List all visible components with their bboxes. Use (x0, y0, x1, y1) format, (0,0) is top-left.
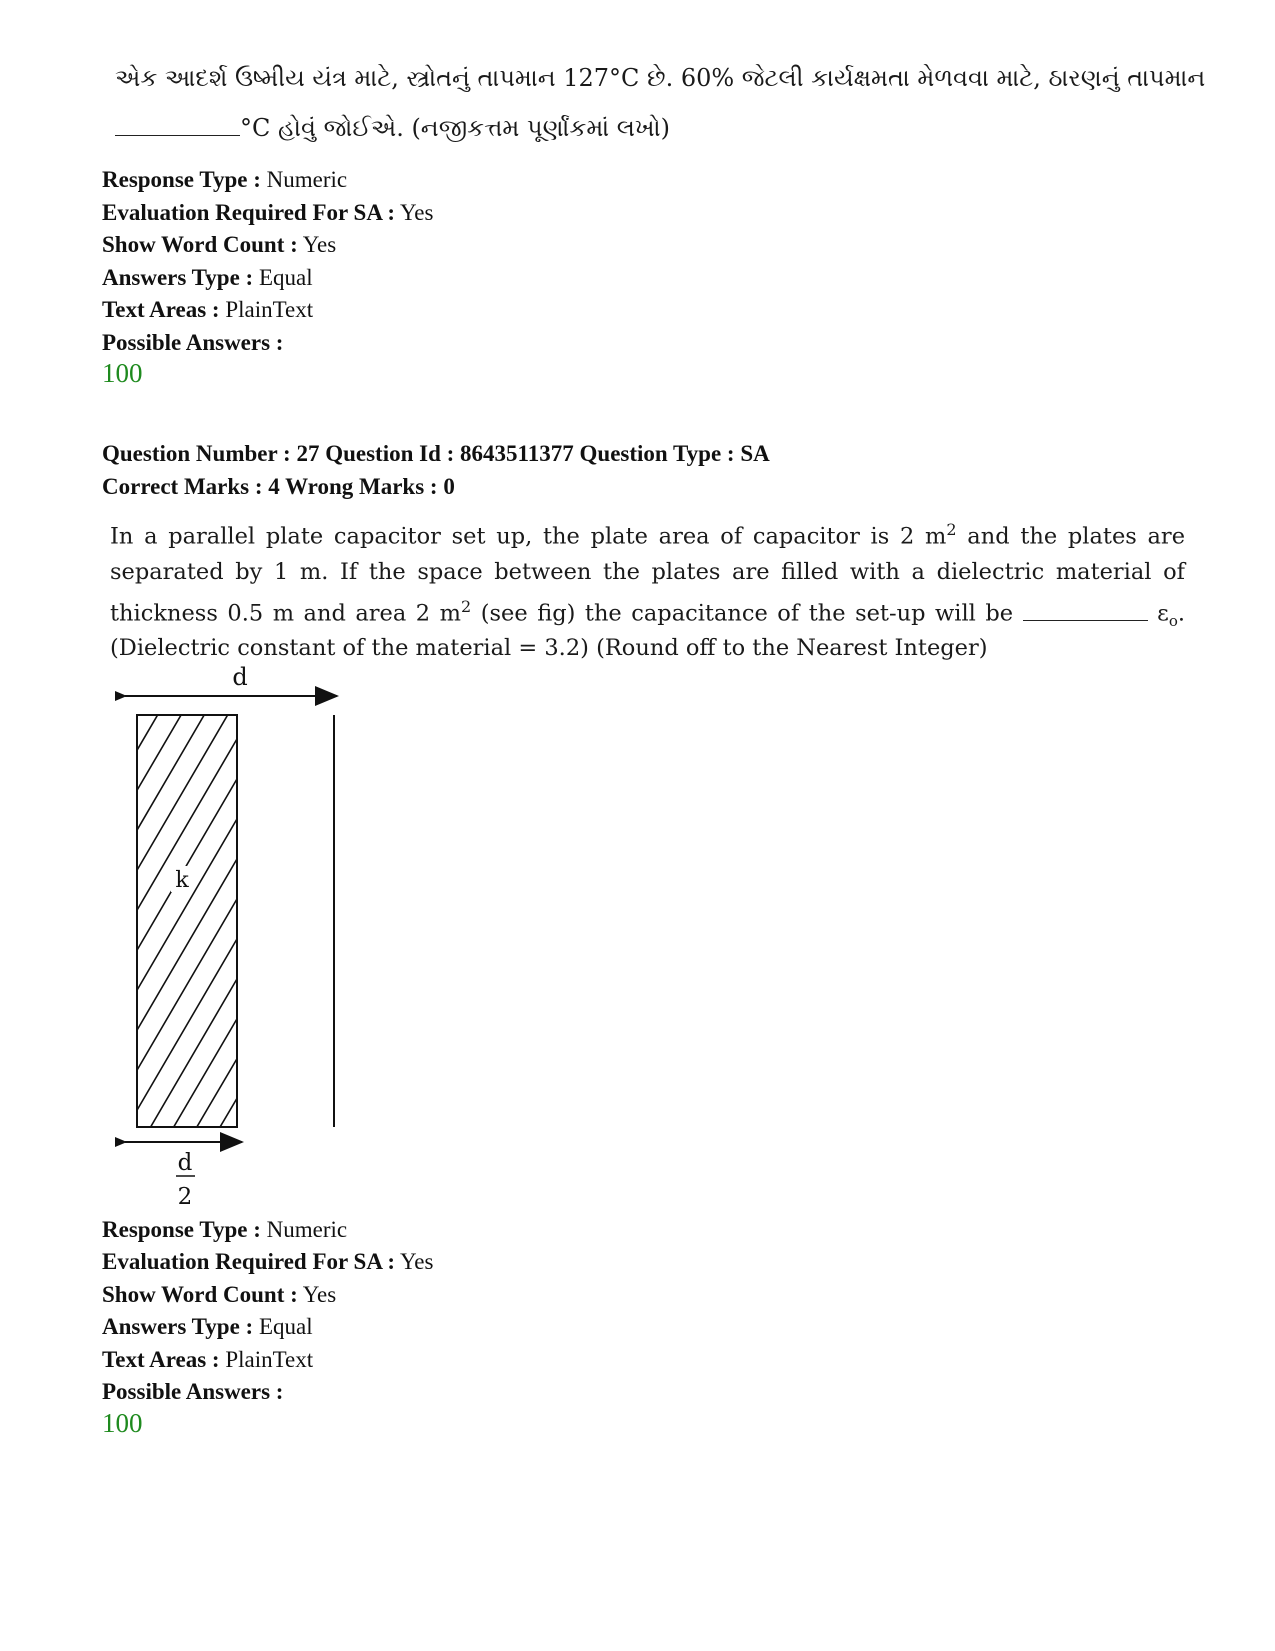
prev-answer-value: 100 (102, 358, 143, 388)
response-type: Response Type : Numeric (102, 1217, 348, 1242)
possible-answers: Possible Answers : (102, 1379, 284, 1404)
dimension-label-d: d (232, 665, 248, 691)
prev-question-line2-text: °C હોવું જોઈએ. (નજીકત્તમ પૂર્ણાંકમાં લખો) (240, 114, 671, 142)
prev-question-line1: એક આદર્શ ઉષ્મીય યંત્ર માટે, સ્ત્રોતનું તાપમાન 127°C છે. 60% જેટલી કાર્યક્ષમતા મેળવવા માટે, ઠારણનું તાપમાન (115, 64, 1206, 92)
answers-type: Answers Type : Equal (102, 1314, 313, 1339)
prev-show-word-count: Show Word Count : Yes (102, 232, 337, 257)
question-line4: (Dielectric constant of the material = 3.2) (Round off to the Nearest Integer) (110, 635, 988, 661)
question-marks: Correct Marks : 4 Wrong Marks : 0 (102, 474, 455, 499)
prev-response-type: Response Type : Numeric (102, 167, 348, 192)
capacitor-figure (115, 665, 355, 1255)
prev-text-areas: Text Areas : PlainText (102, 297, 314, 322)
answer-blank (1023, 620, 1148, 621)
prev-evaluation-required: Evaluation Required For SA : Yes (102, 200, 434, 225)
answer-blank (115, 135, 240, 136)
question-line1: In a parallel plate capacitor set up, the plate area of capacitor is 2 $m^2$ and the plates are (110, 520, 1186, 550)
question-line3: thickness 0.5 m and area 2 $m^2$ (see fig) the capacitance of the set-up will be $\varepsilon_o$. (110, 597, 1185, 630)
answer-value: 100 (102, 1408, 143, 1438)
prev-question-line2 (115, 114, 670, 142)
prev-answers-type: Answers Type : Equal (102, 265, 313, 290)
evaluation-required: Evaluation Required For SA : Yes (102, 1249, 434, 1274)
dielectric-label-k: k (175, 868, 189, 893)
prev-possible-answers: Possible Answers : (102, 330, 284, 355)
question-header: Question Number : 27 Question Id : 8643511377 Question Type : SA (102, 441, 770, 466)
fraction-numerator: d (177, 1150, 193, 1176)
show-word-count: Show Word Count : Yes (102, 1282, 337, 1307)
fraction-denominator: 2 (177, 1184, 193, 1210)
text-areas: Text Areas : PlainText (102, 1347, 314, 1372)
question-line2: separated by 1 m. If the space between the plates are filled with a dielectric material of (110, 559, 1185, 585)
